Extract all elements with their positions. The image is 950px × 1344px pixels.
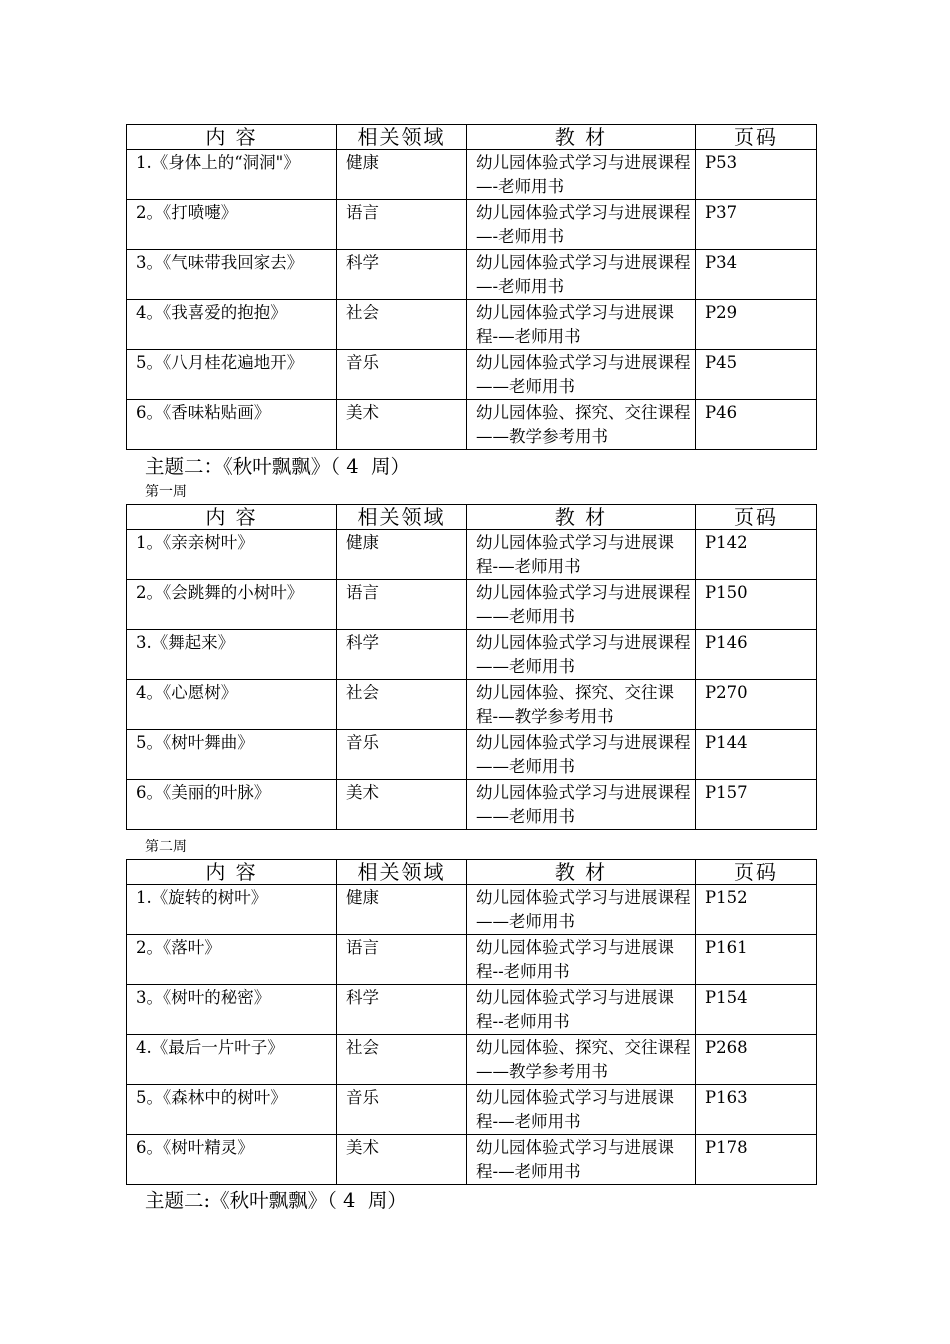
table-row <box>127 400 817 450</box>
cell-domain: 社会 <box>337 1035 467 1085</box>
cell-domain: 音乐 <box>337 1085 467 1135</box>
header-page: 页码 <box>696 125 817 150</box>
cell-content: 5。《八月桂花遍地开》 <box>127 350 337 400</box>
theme-heading: 主题二:《秋叶飘飘》（ 4 周） <box>145 1189 407 1212</box>
cell-domain: 语言 <box>337 935 467 985</box>
header-page: 页码 <box>696 505 817 530</box>
cell-page: P163 <box>696 1085 817 1135</box>
cell-page: P142 <box>696 530 817 580</box>
cell-content: 3。《树叶的秘密》 <box>127 985 337 1035</box>
cell-page: P53 <box>696 150 817 200</box>
cell-domain: 健康 <box>337 885 467 935</box>
header-domain: 相关领域 <box>337 505 467 530</box>
table-row <box>127 885 817 935</box>
cell-content: 4.《最后一片叶子》 <box>127 1035 337 1085</box>
table-row <box>127 680 817 730</box>
cell-page: P144 <box>696 730 817 780</box>
cell-content: 5。《树叶舞曲》 <box>127 730 337 780</box>
table-row <box>127 630 817 680</box>
cell-content: 4。《我喜爱的抱抱》 <box>127 300 337 350</box>
cell-domain: 音乐 <box>337 730 467 780</box>
cell-domain: 健康 <box>337 530 467 580</box>
cell-textbook: 幼儿园体验式学习与进展课程-—老师用书 <box>467 530 696 580</box>
cell-page: P178 <box>696 1135 817 1185</box>
cell-page: P150 <box>696 580 817 630</box>
cell-page: P29 <box>696 300 817 350</box>
table-row <box>127 935 817 985</box>
week-label: 第一周 <box>145 484 187 500</box>
header-domain: 相关领域 <box>337 125 467 150</box>
cell-content: 2。《会跳舞的小树叶》 <box>127 580 337 630</box>
cell-domain: 美术 <box>337 400 467 450</box>
cell-textbook: 幼儿园体验、探究、交往课程——教学参考用书 <box>467 1035 696 1085</box>
table-row <box>127 1035 817 1085</box>
cell-textbook: 幼儿园体验式学习与进展课程——老师用书 <box>467 350 696 400</box>
header-domain: 相关领域 <box>337 860 467 885</box>
cell-domain: 科学 <box>337 250 467 300</box>
header-content: 内 容 <box>127 125 337 150</box>
cell-textbook: 幼儿园体验式学习与进展课程--老师用书 <box>467 935 696 985</box>
header-page: 页码 <box>696 860 817 885</box>
table-row <box>127 530 817 580</box>
cell-page: P161 <box>696 935 817 985</box>
header-content: 内 容 <box>127 505 337 530</box>
cell-textbook: 幼儿园体验式学习与进展课程--老师用书 <box>467 985 696 1035</box>
table-row <box>127 1085 817 1135</box>
table-row <box>127 300 817 350</box>
cell-domain: 语言 <box>337 580 467 630</box>
curriculum-table-1 <box>126 124 817 450</box>
cell-textbook: 幼儿园体验、探究、交往课程——教学参考用书 <box>467 400 696 450</box>
cell-domain: 社会 <box>337 680 467 730</box>
curriculum-table-2 <box>126 504 817 830</box>
cell-content: 1。《亲亲树叶》 <box>127 530 337 580</box>
cell-domain: 音乐 <box>337 350 467 400</box>
cell-content: 5。《森林中的树叶》 <box>127 1085 337 1135</box>
header-content: 内 容 <box>127 860 337 885</box>
curriculum-table-3 <box>126 859 817 1185</box>
cell-content: 1.《旋转的树叶》 <box>127 885 337 935</box>
cell-domain: 美术 <box>337 1135 467 1185</box>
cell-domain: 科学 <box>337 630 467 680</box>
table-row <box>127 730 817 780</box>
header-textbook: 教 材 <box>467 125 696 150</box>
cell-content: 6。《香味粘贴画》 <box>127 400 337 450</box>
cell-content: 1.《身体上的“洞洞"》 <box>127 150 337 200</box>
cell-domain: 健康 <box>337 150 467 200</box>
cell-content: 6。《美丽的叶脉》 <box>127 780 337 830</box>
cell-page: P37 <box>696 200 817 250</box>
cell-domain: 美术 <box>337 780 467 830</box>
header-textbook: 教 材 <box>467 860 696 885</box>
cell-content: 3。《气味带我回家去》 <box>127 250 337 300</box>
cell-textbook: 幼儿园体验式学习与进展课程——老师用书 <box>467 580 696 630</box>
cell-textbook: 幼儿园体验式学习与进展课程——老师用书 <box>467 630 696 680</box>
cell-domain: 社会 <box>337 300 467 350</box>
cell-textbook: 幼儿园体验式学习与进展课程-—老师用书 <box>467 1135 696 1185</box>
table-header-row <box>127 505 817 530</box>
cell-content: 2。《落叶》 <box>127 935 337 985</box>
week-label: 第二周 <box>145 839 187 855</box>
table-header-row <box>127 860 817 885</box>
cell-page: P146 <box>696 630 817 680</box>
theme-heading: 主题二：《秋叶飘飘》（ 4 周） <box>145 455 411 478</box>
table-row <box>127 1135 817 1185</box>
cell-content: 3.《舞起来》 <box>127 630 337 680</box>
cell-textbook: 幼儿园体验式学习与进展课程—-老师用书 <box>467 250 696 300</box>
table-header-row <box>127 125 817 150</box>
table-row <box>127 200 817 250</box>
cell-content: 2。《打喷嚏》 <box>127 200 337 250</box>
cell-page: P34 <box>696 250 817 300</box>
table-row <box>127 150 817 200</box>
table-row <box>127 780 817 830</box>
cell-textbook: 幼儿园体验式学习与进展课程——老师用书 <box>467 885 696 935</box>
cell-textbook: 幼儿园体验式学习与进展课程——老师用书 <box>467 780 696 830</box>
cell-content: 4。《心愿树》 <box>127 680 337 730</box>
cell-page: P268 <box>696 1035 817 1085</box>
table-row <box>127 250 817 300</box>
cell-textbook: 幼儿园体验式学习与进展课程-—老师用书 <box>467 1085 696 1135</box>
cell-page: P46 <box>696 400 817 450</box>
cell-domain: 语言 <box>337 200 467 250</box>
cell-page: P154 <box>696 985 817 1035</box>
cell-textbook: 幼儿园体验式学习与进展课程——老师用书 <box>467 730 696 780</box>
cell-page: P152 <box>696 885 817 935</box>
cell-textbook: 幼儿园体验、探究、交往课程-—教学参考用书 <box>467 680 696 730</box>
cell-page: P45 <box>696 350 817 400</box>
cell-textbook: 幼儿园体验式学习与进展课程—-老师用书 <box>467 200 696 250</box>
table-row <box>127 350 817 400</box>
cell-page: P157 <box>696 780 817 830</box>
cell-page: P270 <box>696 680 817 730</box>
header-textbook: 教 材 <box>467 505 696 530</box>
cell-textbook: 幼儿园体验式学习与进展课程—-老师用书 <box>467 150 696 200</box>
cell-content: 6。《树叶精灵》 <box>127 1135 337 1185</box>
table-row <box>127 985 817 1035</box>
cell-domain: 科学 <box>337 985 467 1035</box>
cell-textbook: 幼儿园体验式学习与进展课程-—老师用书 <box>467 300 696 350</box>
table-row <box>127 580 817 630</box>
